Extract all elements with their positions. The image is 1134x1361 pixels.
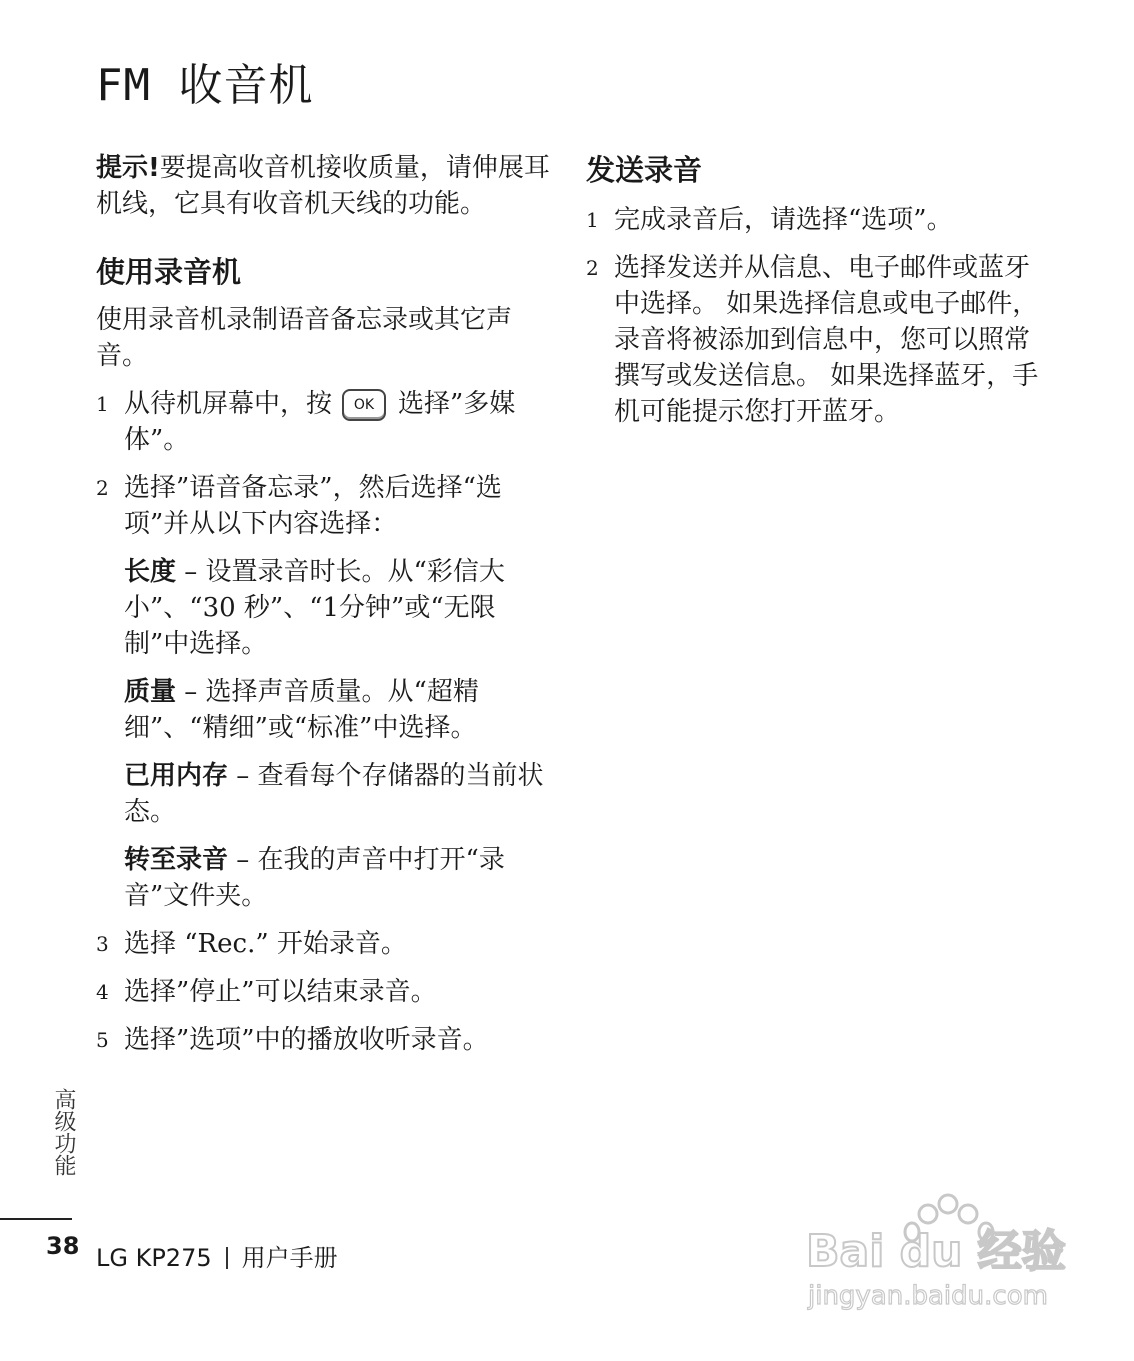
recorder-step-3 bbox=[96, 926, 556, 962]
step-text: 选择”选项”中的播放收听录音。 bbox=[124, 1025, 489, 1055]
send-step-1 bbox=[586, 202, 1046, 238]
option-desc: – 选择声音质量。从“超精细”、“精细”或“标准”中选择。 bbox=[124, 677, 479, 743]
tip-text: 要提高收音机接收质量，请伸展耳机线，它具有收音机天线的功能。 bbox=[96, 153, 550, 219]
footer-rule bbox=[0, 1218, 72, 1220]
step-text-before: 从待机屏幕中，按 bbox=[124, 389, 333, 419]
step-number: 2 bbox=[586, 256, 599, 280]
option-term: 长度 bbox=[124, 557, 177, 587]
step-number: 4 bbox=[96, 980, 109, 1004]
footer-text bbox=[96, 1238, 338, 1273]
footer-separator bbox=[226, 1247, 228, 1269]
step-text: 选择发送并从信息、电子邮件或蓝牙中选择。 如果选择信息或电子邮件，录音将被添加到信息中，您可以照常撰写或发送信息。 如果选择蓝牙，手机可能提示您打开蓝牙。 bbox=[614, 253, 1039, 427]
footer-manual: 用户手册 bbox=[241, 1244, 338, 1272]
recorder-step-2 bbox=[96, 470, 556, 542]
footer-model: LG KP275 bbox=[96, 1244, 212, 1272]
option-goto bbox=[124, 842, 556, 914]
step-text: 选择 “Rec.” 开始录音。 bbox=[124, 929, 407, 959]
step-number: 5 bbox=[96, 1028, 109, 1052]
recorder-step-1 bbox=[96, 386, 556, 458]
step-text: 选择”停止”可以结束录音。 bbox=[124, 977, 437, 1007]
step-text: 完成录音后，请选择“选项”。 bbox=[614, 205, 953, 235]
ok-key-icon: OK bbox=[342, 389, 386, 421]
page-number: 38 bbox=[46, 1232, 80, 1260]
send-step-2 bbox=[586, 250, 1046, 430]
tip-label: 提示! bbox=[96, 153, 160, 183]
option-term: 已用内存 bbox=[124, 761, 229, 791]
recorder-step-5 bbox=[96, 1022, 556, 1058]
step-text bbox=[124, 386, 556, 458]
option-length bbox=[124, 554, 556, 662]
step-number: 1 bbox=[96, 392, 109, 416]
option-desc: – 设置录音时长。从“彩信大小”、“30 秒”、“1分钟”或“无限制”中选择。 bbox=[124, 557, 505, 659]
step-text: 选择”语音备忘录”，然后选择“选项”并从以下内容选择： bbox=[124, 473, 502, 539]
baidu-watermark bbox=[800, 1188, 1080, 1320]
right-column bbox=[586, 150, 1046, 430]
option-term: 质量 bbox=[124, 677, 177, 707]
section-side-label: 高级功能 bbox=[51, 1088, 76, 1176]
step-number: 2 bbox=[96, 476, 109, 500]
recorder-intro: 使用录音机录制语音备忘录或其它声音。 bbox=[96, 305, 513, 371]
option-desc: – 查看每个存储器的当前状态。 bbox=[124, 761, 544, 827]
recorder-heading: 使用录音机 bbox=[96, 255, 242, 289]
option-quality bbox=[124, 674, 556, 746]
step-number: 1 bbox=[586, 208, 599, 232]
tip-paragraph bbox=[96, 150, 556, 222]
step-text-after: 选择”多媒体”。 bbox=[124, 389, 516, 455]
recorder-step-4 bbox=[96, 974, 556, 1010]
option-term: 转至录音 bbox=[124, 845, 229, 875]
watermark-brand: Bai du 经验 bbox=[806, 1226, 1066, 1277]
send-heading: 发送录音 bbox=[586, 153, 703, 187]
page-title: FM 收音机 bbox=[96, 60, 314, 111]
option-desc: – 在我的声音中打开“录音”文件夹。 bbox=[124, 845, 505, 911]
option-memory bbox=[124, 758, 556, 830]
watermark-url: jingyan.baidu.com bbox=[808, 1281, 1048, 1311]
step-number: 3 bbox=[96, 932, 109, 956]
left-column bbox=[96, 150, 556, 1058]
